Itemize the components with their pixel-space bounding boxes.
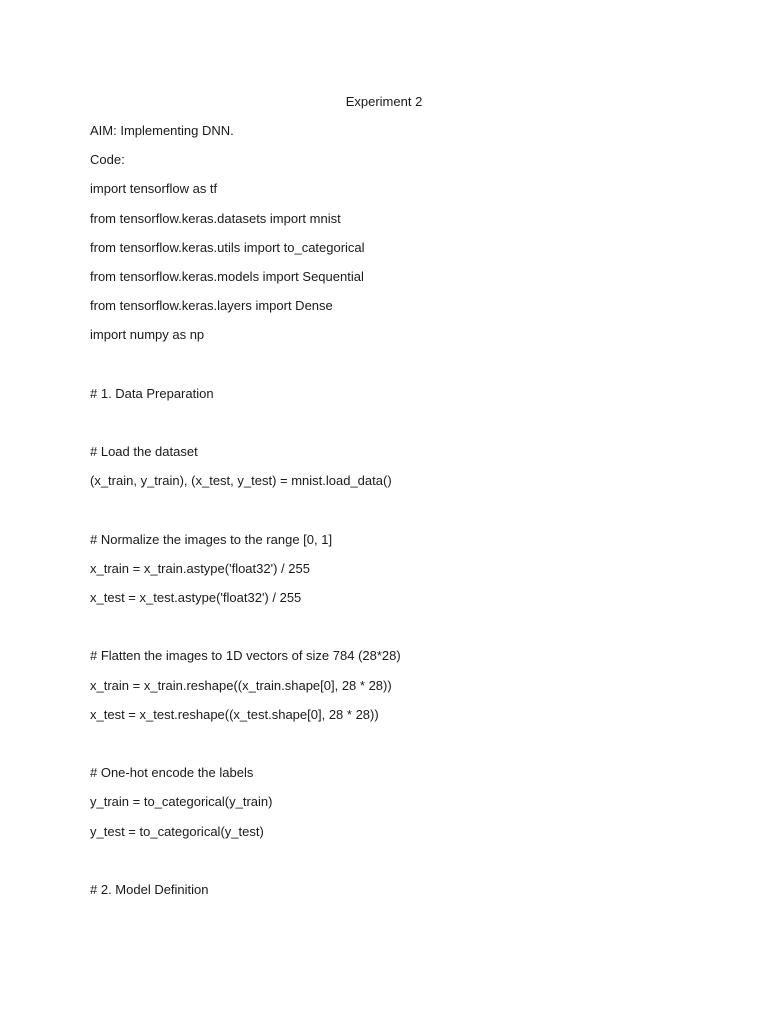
blank-line: [90, 618, 710, 636]
code-line: (x_train, y_train), (x_test, y_test) = mnist.load_data(): [90, 473, 392, 489]
blank-line: [90, 735, 710, 753]
code-comment: # Load the dataset: [90, 444, 198, 460]
code-label: Code:: [90, 152, 125, 168]
code-line: from tensorflow.keras.datasets import mnist: [90, 210, 341, 226]
code-line: from tensorflow.keras.utils import to_categorical: [90, 239, 365, 255]
code-comment: # 1. Data Preparation: [90, 385, 214, 401]
code-line: from tensorflow.keras.models import Sequential: [90, 268, 364, 284]
code-comment: # One-hot encode the labels: [90, 765, 254, 781]
code-comment: # Flatten the images to 1D vectors of size 784 (28*28): [90, 648, 401, 664]
document-title: Experiment 2: [345, 94, 423, 109]
code-line: import numpy as np: [90, 327, 205, 343]
blank-line: [90, 501, 710, 519]
blank-line: [90, 356, 710, 374]
document-body: [90, 122, 710, 910]
code-comment: # Normalize the images to the range [0, 1]: [90, 531, 333, 547]
code-line: y_test = to_categorical(y_test): [90, 823, 264, 839]
code-line: x_train = x_train.astype('float32') / 255: [90, 560, 310, 576]
code-line: y_train = to_categorical(y_train): [90, 794, 273, 810]
blank-line: [90, 852, 710, 870]
code-comment: # 2. Model Definition: [90, 881, 209, 897]
code-line: from tensorflow.keras.layers import Dense: [90, 298, 333, 314]
code-line: import tensorflow as tf: [90, 181, 218, 197]
code-line: x_train = x_train.reshape((x_train.shape[0], 28 * 28)): [90, 677, 392, 693]
blank-line: [90, 414, 710, 432]
code-line: x_test = x_test.astype('float32') / 255: [90, 590, 302, 605]
code-line: x_test = x_test.reshape((x_test.shape[0], 28 * 28)): [90, 706, 379, 722]
aim-line: AIM: Implementing DNN.: [90, 123, 234, 138]
